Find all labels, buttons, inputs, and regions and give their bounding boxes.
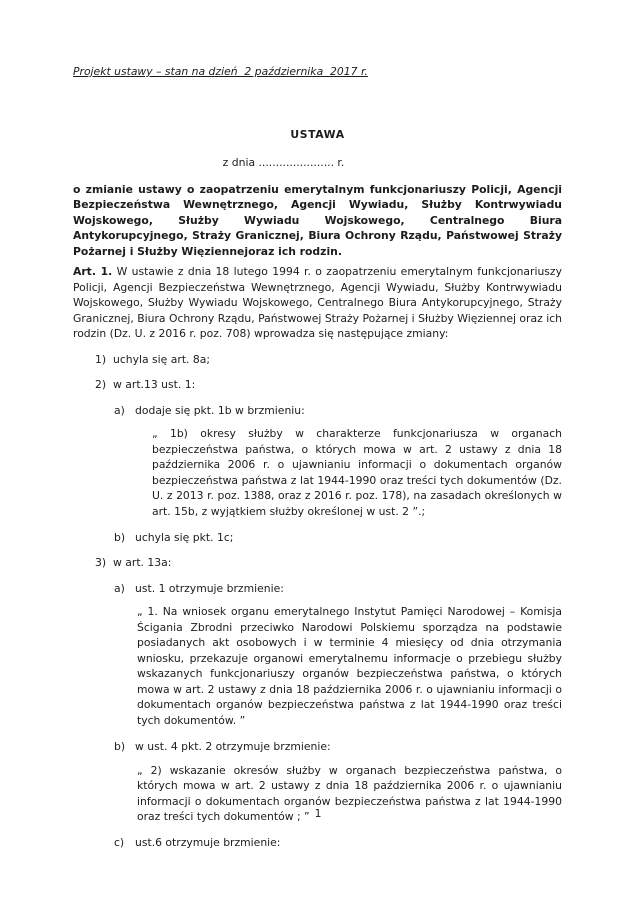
item-2a-marker: a) (114, 403, 125, 417)
amendment-item-1 (73, 352, 562, 368)
document-content (73, 64, 562, 851)
item-1-marker: 1) (95, 352, 107, 366)
item-2b-text: uchyla się pkt. 1c; (135, 530, 234, 544)
item-3a-text: ust. 1 otrzymuje brzmienie: (135, 581, 284, 595)
article-1-paragraph (73, 264, 562, 342)
item-3b-text: w ust. 4 pkt. 2 otrzymuje brzmienie: (135, 740, 331, 754)
amendment-item-3c (73, 835, 562, 851)
item-3-text: w art. 13a: (113, 556, 172, 570)
amendment-item-2a (73, 403, 562, 419)
quoted-provision-2a: „ 1b) okresy służby w charakterze funkcjonariusza w organach bezpieczeństwa państwa, o których mowa w art. 2 ustawy z dnia 18 października 2006 r. o ujawnianiu informacji o dokumentach organów bezpieczeństwa państwa z lat 1944-1990 oraz treści tych dokumentów (Dz. U. z 2013 r. poz. 1388, oraz z 2016 r. poz. 178), na zasadach określonych w art. 15b, z wyjątkiem służby określonej w ust. 2 ”.; (152, 427, 562, 518)
item-2a-text: dodaje się pkt. 1b w brzmieniu: (135, 403, 305, 417)
article-1-label: Art. 1. (73, 265, 113, 278)
item-3c-text: ust.6 otrzymuje brzmienie: (135, 836, 281, 850)
item-2b-marker: b) (114, 530, 126, 544)
item-2-text: w art.13 ust. 1: (113, 378, 196, 391)
amendment-item-2 (73, 377, 562, 393)
draft-status-note: Projekt ustawy – stan na dzień 2 października 2017 r. (73, 65, 368, 78)
page-number: 1 (314, 807, 322, 820)
amendment-item-3b (73, 739, 562, 755)
item-3b-marker: b) (114, 740, 126, 754)
item-3a-marker: a) (114, 581, 125, 595)
item-1-text: uchyla się art. 8a; (113, 352, 211, 366)
quoted-provision-3a: „ 1. Na wniosek organu emerytalnego Instytut Pamięci Narodowej – Komisja Ścigania Zbrodni przeciwko Narodowi Polskiemu sporządza na podstawie posiadanych akt osobowych i w terminie 4 miesięcy od dnia otrzymania wniosku, przekazuje organowi emerytalnemu informacje o przebiegu służby wskazanych funkcjonariuszy organów bezpieczeństwa państwa, o których mowa w art. 2 ustawy z dnia 18 października 2006 r. o ujawnianiu informacji o dokumentach organów bezpieczeństwa państwa z lat 1944-1990 oraz treści tych dokumentów. ” (137, 605, 562, 727)
date-placeholder-line: z dnia ...................... r. (222, 156, 345, 169)
law-subject-paragraph: o zmianie ustawy o zaopatrzeniu emerytalnym funkcjonariuszy Policji, Agencji Bezpieczeństwa Wewnętrznego, Agencji Wywiadu, Służby Kontrwywiadu Wojskowego, Służby Wywiadu Wojskowego, Centralnego Biura Antykorupcyjnego, Straży Granicznej, Biura Ochrony Rządu, Państwowej Straży Pożarnej i Służby Więziennejoraz ich rodzin. (73, 182, 562, 258)
amendment-item-3a (73, 581, 562, 597)
amendment-item-2b (73, 530, 562, 546)
article-1-text: W ustawie z dnia 18 lutego 1994 r. o zaopatrzeniu emerytalnym funkcjonariuszy Policji, Agencji Bezpieczeństwa Wewnętrznego, Agencji Wywiadu, Służby Kontrwywiadu Wojskowego, Służby Wywiadu Wojskowego, Centralnego Biura Antykorupcyjnego, Straży Granicznej, Biura Ochrony Rządu, Państwowej Straży Pożarnej i Służby Więziennej oraz ich rodzin (Dz. U. z 2016 r. poz. 708) wprowadza się następujące zmiany: (73, 265, 562, 340)
item-3-marker: 3) (95, 556, 107, 570)
item-2-marker: 2) (95, 378, 107, 391)
item-3c-marker: c) (114, 836, 125, 850)
amendment-item-3 (73, 555, 562, 571)
quoted-provision-3b: „ 2) wskazanie okresów służby w organach bezpieczeństwa państwa, o których mowa w art. 2 ustawy z dnia 18 października 2006 r. o ujawnianiu informacji o dokumentach organów bezpieczeństwa państwa z lat 1944-1990 oraz treści tych dokumentów ; ” (137, 763, 562, 824)
law-title: USTAWA (290, 127, 345, 141)
